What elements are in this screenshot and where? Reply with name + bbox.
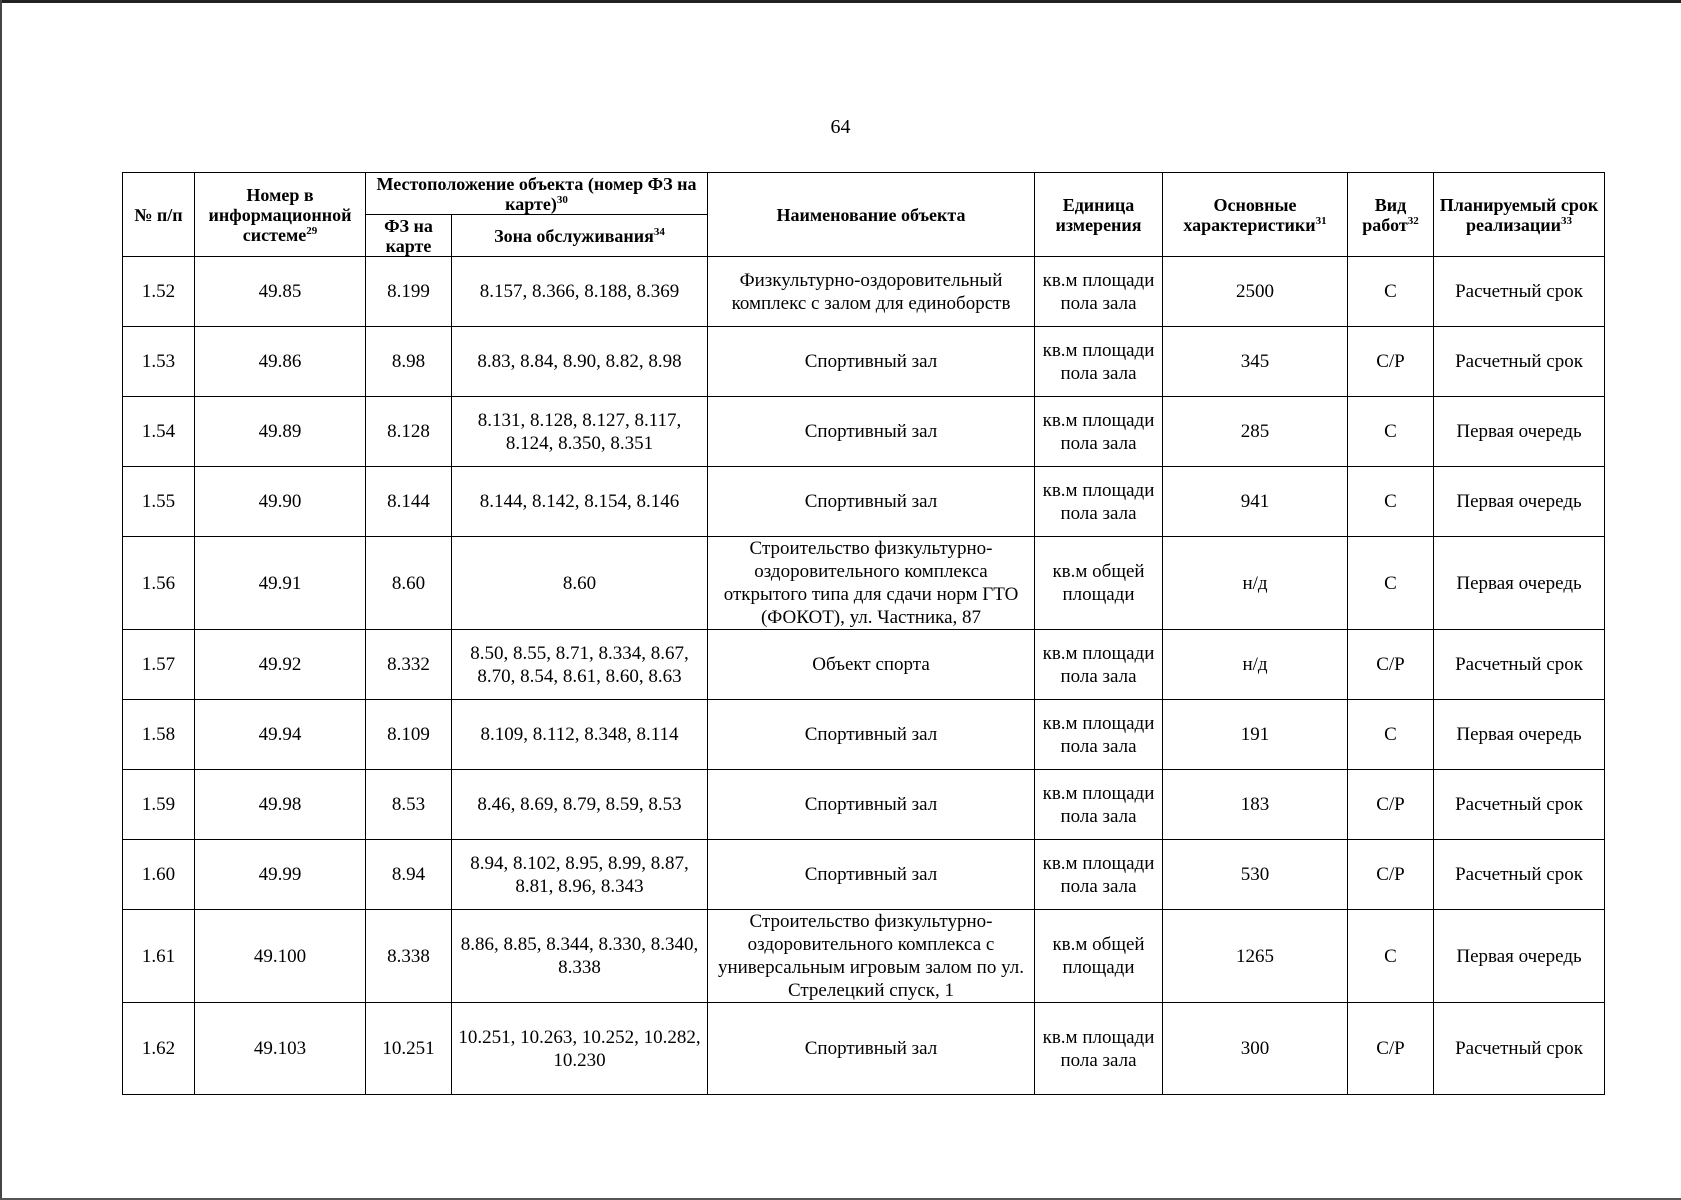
cell-unit: кв.м площади пола зала [1035, 257, 1163, 327]
cell-fz: 10.251 [366, 1003, 452, 1095]
header-name: Наименование объекта [708, 173, 1035, 257]
table-row [123, 910, 1605, 1003]
cell-work-type: С [1348, 910, 1434, 1003]
cell-is-number: 49.94 [195, 700, 366, 770]
cell-fz: 8.144 [366, 467, 452, 537]
registry-table [122, 172, 1605, 1095]
cell-term: Первая очередь [1434, 910, 1605, 1003]
cell-zone: 8.144, 8.142, 8.154, 8.146 [452, 467, 708, 537]
cell-name: Объект спорта [708, 630, 1035, 700]
cell-zone: 8.131, 8.128, 8.127, 8.117, 8.124, 8.350, 8.351 [452, 397, 708, 467]
cell-is-number: 49.90 [195, 467, 366, 537]
cell-is-number: 49.89 [195, 397, 366, 467]
footnote-33: 33 [1560, 214, 1572, 227]
cell-unit: кв.м общей площади [1035, 910, 1163, 1003]
cell-characteristics: 183 [1163, 770, 1348, 840]
cell-characteristics: 191 [1163, 700, 1348, 770]
cell-unit: кв.м площади пола зала [1035, 397, 1163, 467]
header-zone [452, 215, 708, 257]
cell-num: 1.53 [123, 327, 195, 397]
cell-characteristics: н/д [1163, 537, 1348, 630]
cell-is-number: 49.98 [195, 770, 366, 840]
cell-fz: 8.199 [366, 257, 452, 327]
cell-unit: кв.м площади пола зала [1035, 630, 1163, 700]
cell-name: Спортивный зал [708, 700, 1035, 770]
cell-name: Физкультурно-оздоровительный комплекс с залом для единоборств [708, 257, 1035, 327]
header-term [1434, 173, 1605, 257]
cell-term: Расчетный срок [1434, 1003, 1605, 1095]
cell-zone: 8.109, 8.112, 8.348, 8.114 [452, 700, 708, 770]
cell-unit: кв.м площади пола зала [1035, 700, 1163, 770]
cell-work-type: С [1348, 537, 1434, 630]
cell-num: 1.59 [123, 770, 195, 840]
cell-work-type: С [1348, 397, 1434, 467]
cell-zone: 8.94, 8.102, 8.95, 8.99, 8.87, 8.81, 8.96, 8.343 [452, 840, 708, 910]
cell-num: 1.56 [123, 537, 195, 630]
cell-num: 1.57 [123, 630, 195, 700]
cell-zone: 8.46, 8.69, 8.79, 8.59, 8.53 [452, 770, 708, 840]
page-number [0, 116, 1681, 139]
cell-term: Первая очередь [1434, 397, 1605, 467]
cell-zone: 8.60 [452, 537, 708, 630]
cell-is-number: 49.99 [195, 840, 366, 910]
table-row [123, 537, 1605, 630]
footnote-29: 29 [306, 224, 318, 237]
header-term-text: Планируемый срок реализации [1439, 194, 1599, 235]
page-number-text: 64 [830, 116, 851, 138]
cell-fz: 8.60 [366, 537, 452, 630]
cell-is-number: 49.86 [195, 327, 366, 397]
table-row [123, 770, 1605, 840]
cell-work-type: С [1348, 700, 1434, 770]
cell-zone: 8.83, 8.84, 8.90, 8.82, 8.98 [452, 327, 708, 397]
cell-unit: кв.м площади пола зала [1035, 1003, 1163, 1095]
cell-zone: 10.251, 10.263, 10.252, 10.282, 10.230 [452, 1003, 708, 1095]
cell-fz: 8.128 [366, 397, 452, 467]
cell-is-number: 49.100 [195, 910, 366, 1003]
cell-name: Спортивный зал [708, 397, 1035, 467]
footnote-31: 31 [1315, 214, 1327, 227]
cell-work-type: С/Р [1348, 327, 1434, 397]
cell-zone: 8.157, 8.366, 8.188, 8.369 [452, 257, 708, 327]
cell-term: Расчетный срок [1434, 770, 1605, 840]
cell-unit: кв.м площади пола зала [1035, 467, 1163, 537]
cell-characteristics: 285 [1163, 397, 1348, 467]
header-location [366, 173, 708, 215]
cell-term: Расчетный срок [1434, 630, 1605, 700]
cell-characteristics: 345 [1163, 327, 1348, 397]
cell-term: Первая очередь [1434, 467, 1605, 537]
header-work-type [1348, 173, 1434, 257]
cell-work-type: С [1348, 467, 1434, 537]
cell-unit: кв.м площади пола зала [1035, 327, 1163, 397]
header-characteristics [1163, 173, 1348, 257]
cell-work-type: С [1348, 257, 1434, 327]
header-is-number-text: Номер в информационной системе [208, 184, 352, 245]
cell-zone: 8.50, 8.55, 8.71, 8.334, 8.67, 8.70, 8.54, 8.61, 8.60, 8.63 [452, 630, 708, 700]
cell-name: Спортивный зал [708, 770, 1035, 840]
scan-edge-top [0, 0, 1681, 3]
cell-fz: 8.332 [366, 630, 452, 700]
cell-zone: 8.86, 8.85, 8.344, 8.330, 8.340, 8.338 [452, 910, 708, 1003]
cell-name: Спортивный зал [708, 327, 1035, 397]
cell-term: Расчетный срок [1434, 840, 1605, 910]
cell-fz: 8.94 [366, 840, 452, 910]
cell-fz: 8.338 [366, 910, 452, 1003]
cell-name: Спортивный зал [708, 840, 1035, 910]
cell-num: 1.61 [123, 910, 195, 1003]
header-num: № п/п [123, 173, 195, 257]
footnote-32: 32 [1407, 214, 1419, 227]
cell-name: Строительство физкультурно-оздоровительного комплекса открытого типа для сдачи норм ГТО (ФОКОТ), ул. Частника, 87 [708, 537, 1035, 630]
cell-characteristics: 2500 [1163, 257, 1348, 327]
header-characteristics-text: Основные характеристики [1183, 194, 1316, 235]
cell-fz: 8.98 [366, 327, 452, 397]
cell-term: Первая очередь [1434, 700, 1605, 770]
cell-num: 1.55 [123, 467, 195, 537]
cell-is-number: 49.103 [195, 1003, 366, 1095]
cell-name: Строительство физкультурно-оздоровительного комплекса с универсальным игровым залом по ул. Стрелецкий спуск, 1 [708, 910, 1035, 1003]
table-row [123, 700, 1605, 770]
cell-unit: кв.м площади пола зала [1035, 840, 1163, 910]
cell-num: 1.58 [123, 700, 195, 770]
cell-characteristics: 1265 [1163, 910, 1348, 1003]
header-unit: Единица измерения [1035, 173, 1163, 257]
table-row [123, 1003, 1605, 1095]
cell-characteristics: 530 [1163, 840, 1348, 910]
cell-work-type: С/Р [1348, 840, 1434, 910]
header-row-1 [123, 173, 1605, 215]
table-row [123, 840, 1605, 910]
table-row [123, 327, 1605, 397]
footnote-34: 34 [653, 225, 665, 238]
header-work-type-text: Вид работ [1362, 194, 1408, 235]
table-row [123, 397, 1605, 467]
cell-is-number: 49.91 [195, 537, 366, 630]
cell-characteristics: 300 [1163, 1003, 1348, 1095]
cell-is-number: 49.92 [195, 630, 366, 700]
header-is-number [195, 173, 366, 257]
header-fz: ФЗ на карте [366, 215, 452, 257]
cell-term: Первая очередь [1434, 537, 1605, 630]
cell-work-type: С/Р [1348, 1003, 1434, 1095]
cell-name: Спортивный зал [708, 467, 1035, 537]
cell-term: Расчетный срок [1434, 257, 1605, 327]
table-row [123, 630, 1605, 700]
table-row [123, 467, 1605, 537]
cell-work-type: С/Р [1348, 770, 1434, 840]
cell-is-number: 49.85 [195, 257, 366, 327]
cell-work-type: С/Р [1348, 630, 1434, 700]
cell-num: 1.60 [123, 840, 195, 910]
scan-edge-left [0, 0, 2, 1200]
cell-term: Расчетный срок [1434, 327, 1605, 397]
header-location-text: Местоположение объекта (номер ФЗ на карте) [376, 173, 697, 214]
cell-unit: кв.м общей площади [1035, 537, 1163, 630]
cell-name: Спортивный зал [708, 1003, 1035, 1095]
footnote-30: 30 [556, 193, 568, 206]
cell-num: 1.62 [123, 1003, 195, 1095]
cell-num: 1.52 [123, 257, 195, 327]
cell-characteristics: н/д [1163, 630, 1348, 700]
header-zone-text: Зона обслуживания [494, 225, 654, 246]
cell-characteristics: 941 [1163, 467, 1348, 537]
table-row [123, 257, 1605, 327]
cell-fz: 8.109 [366, 700, 452, 770]
cell-num: 1.54 [123, 397, 195, 467]
cell-fz: 8.53 [366, 770, 452, 840]
cell-unit: кв.м площади пола зала [1035, 770, 1163, 840]
